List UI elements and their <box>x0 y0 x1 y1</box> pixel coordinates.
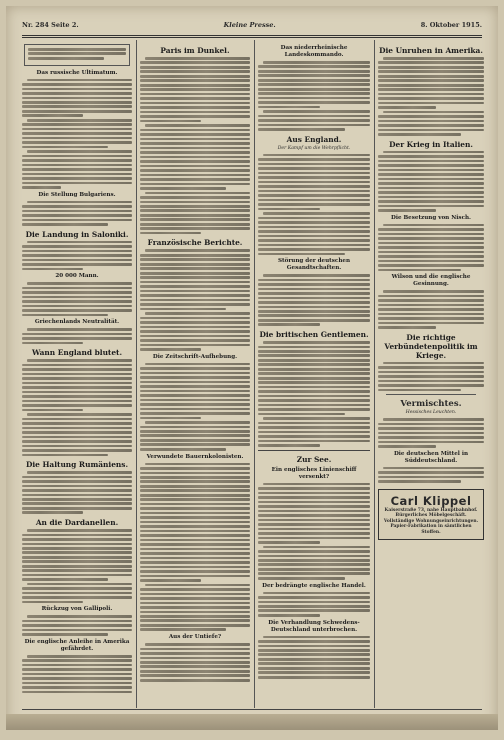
article-text <box>258 61 370 131</box>
headline: Wann England blutet. <box>31 348 123 358</box>
article-text <box>258 341 370 447</box>
headline: Das russische Ultimatum. <box>36 69 118 76</box>
masthead-rule <box>22 35 482 36</box>
masthead-issue: Nr. 284 Seite 2. <box>22 21 79 29</box>
ad-address: Kaiserstraße 73, nahe Hauptbahnhof. <box>384 507 478 513</box>
column-divider <box>136 40 137 708</box>
section-rule <box>258 450 370 451</box>
article-text <box>378 57 484 136</box>
masthead-date: 8. Oktober 1915. <box>420 21 482 29</box>
article-text <box>378 151 484 212</box>
subheadline: Der Kampf um die Wehrpflicht. <box>277 145 351 151</box>
headline: Störung der deutschen Gesandtschaften. <box>277 258 351 272</box>
article-text <box>22 79 132 189</box>
article-text <box>22 471 132 514</box>
headline: Die richtige Verbündetenpolitik im Kriege. <box>384 332 478 360</box>
article-text <box>378 418 484 448</box>
ad-line: Vollständige Wohnungseinrichtungen. <box>383 518 479 524</box>
headline: Der Krieg in Italien. <box>389 139 473 149</box>
article-text <box>140 463 250 632</box>
column-divider <box>374 40 375 708</box>
headline: Die britischen Gentlemen. <box>259 330 369 340</box>
newspaper-page <box>6 6 498 730</box>
masthead-rule-thin <box>22 37 482 38</box>
headline: Verwundete Bauernkolonisten. <box>146 453 244 460</box>
headline: Die Zeitschrift-Aufhebung. <box>152 353 238 360</box>
headline: Die englische Anleihe in Amerika gefährdet. <box>24 638 130 652</box>
headline: 20 000 Mann. <box>55 273 99 280</box>
ad-line: Papier-Fabrikation in sämtlichen Stoffen. <box>390 524 472 536</box>
article-text <box>258 274 370 326</box>
notice-box <box>24 44 130 66</box>
article-text <box>22 359 132 456</box>
headline: Die Landung in Saloniki. <box>25 229 129 239</box>
headline: Wilson und die englische Gesinnung. <box>391 274 471 288</box>
masthead <box>22 18 482 32</box>
article-text <box>258 154 370 255</box>
advertisement <box>378 489 484 540</box>
headline: Griechenlands Neutralität. <box>34 319 120 326</box>
article-text <box>258 592 370 617</box>
headline: Paris im Dunkel. <box>160 46 230 55</box>
section-rule <box>386 394 476 395</box>
article-text <box>22 655 132 693</box>
article-text <box>258 483 370 580</box>
article-text <box>378 224 484 271</box>
headline: Das niederrheinische Landeskommando. <box>280 45 348 58</box>
article-text <box>378 290 484 328</box>
column-4 <box>378 42 484 708</box>
article-text <box>140 363 250 451</box>
article-text <box>258 636 370 679</box>
headline: Die Stellung Bulgariens. <box>38 191 116 198</box>
article-text <box>22 615 132 636</box>
column-3 <box>258 42 370 708</box>
article-text <box>22 201 132 226</box>
column-divider <box>254 40 255 708</box>
headline: Die Unruhen in Amerika. <box>379 46 483 55</box>
article-text <box>22 328 132 344</box>
masthead-title: Kleine Presse. <box>223 21 276 29</box>
article-text <box>22 529 132 603</box>
headline: Ein englisches Linienschiff versenkt? <box>271 466 357 480</box>
page-edge <box>6 714 498 730</box>
subheadline: Hessisches Leuchten. <box>405 410 457 416</box>
headline: Die Verhandlung Schwedens-Deutschland unterbrochen. <box>268 619 360 633</box>
headline: Rückzug von Gallipoli. <box>41 606 113 613</box>
headline: Der bedrängte englische Handel. <box>262 582 366 589</box>
article-text <box>22 241 132 271</box>
headline: Die Haltung Rumäniens. <box>25 460 129 470</box>
headline: An die Dardanellen. <box>35 518 119 528</box>
headline: Französische Berichte. <box>147 238 243 248</box>
headline: Die deutschen Mittel in Süddeutschland. <box>393 450 469 464</box>
article-text <box>140 643 250 681</box>
advertiser-name: Carl Klippel <box>390 493 472 508</box>
headline: Aus England. <box>286 134 342 144</box>
headline: Aus der Untiefe? <box>168 634 222 641</box>
article-text <box>140 57 250 234</box>
column-2 <box>140 42 250 708</box>
article-text <box>378 362 484 392</box>
section-heading: Vermischtes. <box>400 399 462 410</box>
column-1 <box>22 42 132 708</box>
article-text <box>140 249 250 350</box>
article-text <box>22 282 132 316</box>
ad-line: Bürgerliches Möbelgeschäft. <box>395 513 467 519</box>
section-heading: Zur See. <box>296 454 332 464</box>
headline: Die Besetzung von Nisch. <box>390 214 472 221</box>
bottom-rule <box>22 709 482 710</box>
article-text <box>378 467 484 483</box>
